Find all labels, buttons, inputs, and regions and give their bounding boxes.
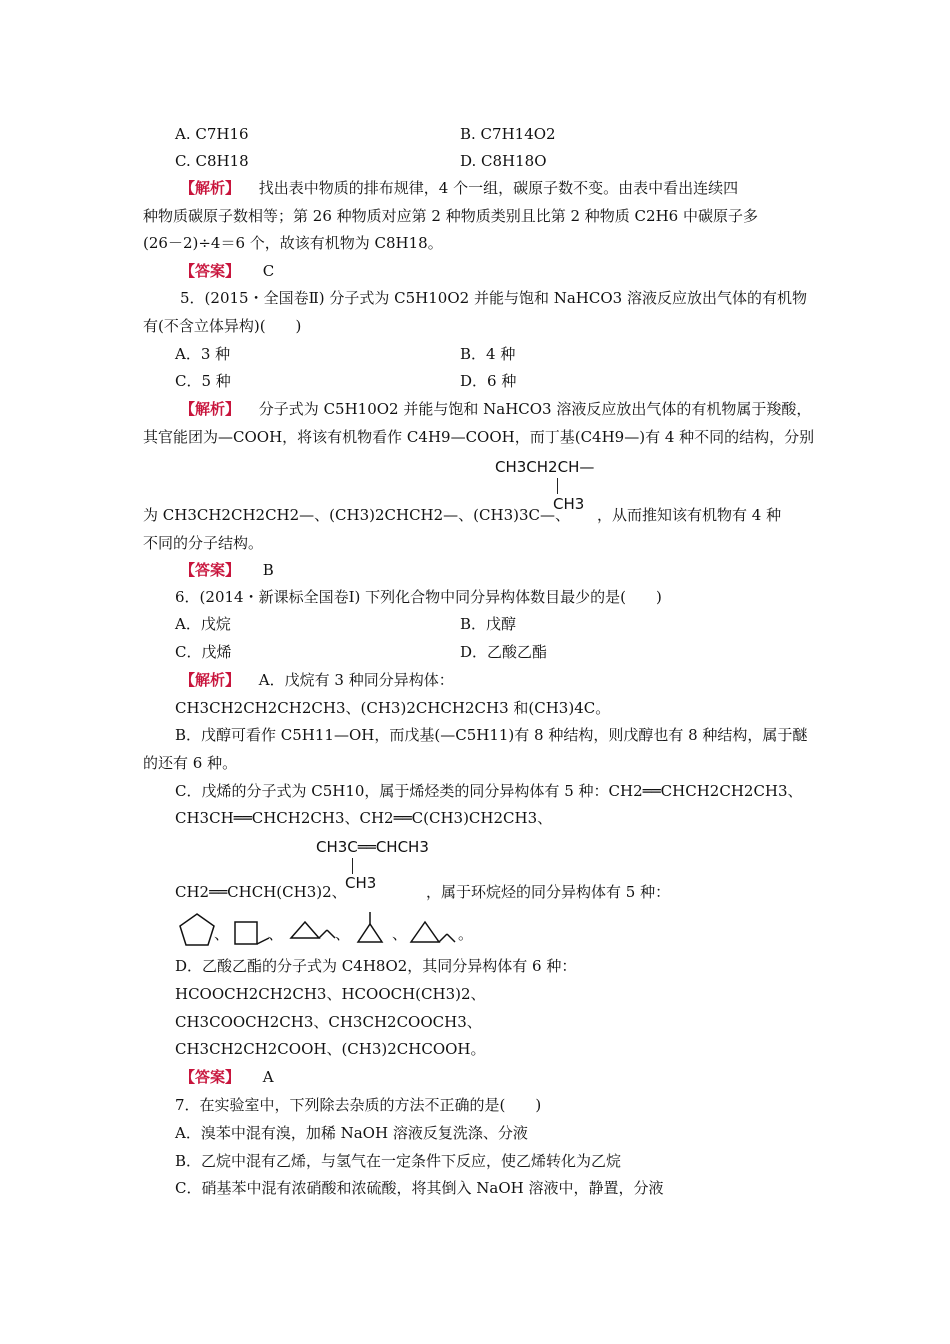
q5-stem-line2: 有(不含立体异构)( ) [143,317,302,335]
q6-option-d: D．乙酸乙酯 [460,643,548,661]
q4-option-b: B. C7H14O2 [460,125,556,143]
q7-option-a: A．溴苯中混有溴，加稀 NaOH 溶液反复洗涤、分液 [175,1124,528,1142]
q6-analysis-line7a: CH2══CHCH(CH3)2、 [175,883,347,901]
structure-bond [352,858,353,874]
q5-analysis-line2: 其官能团为—COOH，将该有机物看作 C4H9—COOH，而丁基(C4H9—)有 4 种不同的结构，分别 [143,428,815,446]
q6-option-c: C．戊烯 [175,643,232,661]
answer-tag: 【答案】 [180,262,241,280]
q4-option-d: D. C8H18O [460,152,547,170]
q5-answer: 【答案】 B [180,561,274,579]
q6-analysis-line2: CH3CH2CH2CH2CH3、(CH3)2CHCH2CH3 和(CH3)4C。 [175,699,611,717]
q6-analysis-line3: B．戊醇可看作 C5H11—OH，而戊基(—C5H11)有 8 种结构，则戊醇也有 8 种结构，属于醚 [175,726,808,744]
ring-separator: 、 [392,925,408,943]
q4-answer: 【答案】 C [180,262,275,280]
cyclopentane-icon [180,914,214,945]
dimethylcyclopropane-12-icon [411,922,455,942]
q7-option-c: C．硝基苯中混有浓硝酸和浓硫酸，将其倒入 NaOH 溶液中，静置，分液 [175,1179,664,1197]
alkene-structure-bottom: CH3 [345,874,377,892]
butyl-structure-top: CH3CH2CH— [495,458,595,476]
q6-analysis-line11: CH3CH2CH2COOH、(CH3)2CHCOOH。 [175,1040,486,1058]
q6-analysis-line10: CH3COOCH2CH3、CH3CH2COOCH3、 [175,1013,482,1031]
alkene-structure-top: CH3C══CHCH3 [316,838,429,856]
q6-analysis-line4: 的还有 6 种。 [143,754,238,772]
q4-analysis-line3: (26－2)÷4＝6 个，故该有机物为 C8H18。 [143,234,443,252]
q6-analysis-line6: CH3CH══CHCH2CH3、CH2══C(CH3)CH2CH3、 [175,809,553,827]
answer-tag: 【答案】 [180,1068,241,1086]
q6-stem: 6．(2014・新课标全国卷Ⅰ) 下列化合物中同分异构体数目最少的是( ) [175,588,662,606]
q5-option-d: D．6 种 [460,372,517,390]
structure-bond [557,478,558,494]
butyl-structure-bottom: CH3 [553,495,585,513]
q6-analysis-line9: HCOOCH2CH2CH3、HCOOCH(CH3)2、 [175,985,486,1003]
q6-analysis-line5: C．戊烯的分子式为 C5H10，属于烯烃类的同分异构体有 5 种：CH2══CHCH2CH2CH3、 [175,782,803,800]
q6-option-b: B．戊醇 [460,615,517,633]
answer-tag: 【答案】 [180,561,241,579]
q5-analysis-line4: 不同的分子结构。 [143,534,264,552]
q5-option-b: B．4 种 [460,345,516,363]
methylcyclobutane-icon [235,922,257,944]
ring-separator: 、 [214,925,230,943]
analysis-tag: 【解析】 [180,179,241,197]
q4-option-c: C. C8H18 [175,152,249,170]
q7-option-b: B．乙烷中混有乙烯，与氢气在一定条件下反应，使乙烯转化为乙烷 [175,1152,622,1170]
ring-end: 。 [458,925,474,943]
q6-analysis-line7b: ，属于环烷烃的同分异构体有 5 种： [426,883,671,901]
q5-analysis-line3b: ，从而推知该有机物有 4 种 [597,506,782,524]
q4-analysis-line1: 【解析】 找出表中物质的排布规律，4 个一组，碳原子数不变。由表中看出连续四 [180,179,739,197]
q5-stem-line1: 5．(2015・全国卷Ⅱ) 分子式为 C5H10O2 并能与饱和 NaHCO3 溶液反应放出气体的有机物 [180,289,807,307]
dimethylcyclopropane-11-icon [358,912,382,942]
q4-option-a: A. C7H16 [175,125,249,143]
q6-option-a: A．戊烷 [175,615,231,633]
q6-analysis-line1: 【解析】 A．戊烷有 3 种同分异构体： [180,671,454,689]
q7-stem: 7．在实验室中，下列除去杂质的方法不正确的是( ) [175,1096,542,1114]
q6-analysis-line8: D．乙酸乙酯的分子式为 C4H8O2，其同分异构体有 6 种： [175,957,577,975]
q6-answer: 【答案】 A [180,1068,274,1086]
q4-analysis-line2: 种物质碳原子数相等；第 26 种物质对应第 2 种物质类别且比第 2 种物质 C2H6 中碳原子多 [143,207,758,225]
q5-analysis-line1: 【解析】 分子式为 C5H10O2 并能与饱和 NaHCO3 溶液反应放出气体的有机物属于羧酸， [180,400,812,418]
analysis-tag: 【解析】 [180,671,241,689]
q5-analysis-line3a: 为 CH3CH2CH2CH2—、(CH3)2CHCH2—、(CH3)3C—、 [143,506,571,524]
analysis-tag: 【解析】 [180,400,241,418]
ethylcyclopropane-icon [291,922,335,938]
ring-separator: 、 [335,925,351,943]
q5-option-a: A．3 种 [175,345,231,363]
q5-option-c: C．5 种 [175,372,231,390]
ring-separator: 、 [268,925,284,943]
